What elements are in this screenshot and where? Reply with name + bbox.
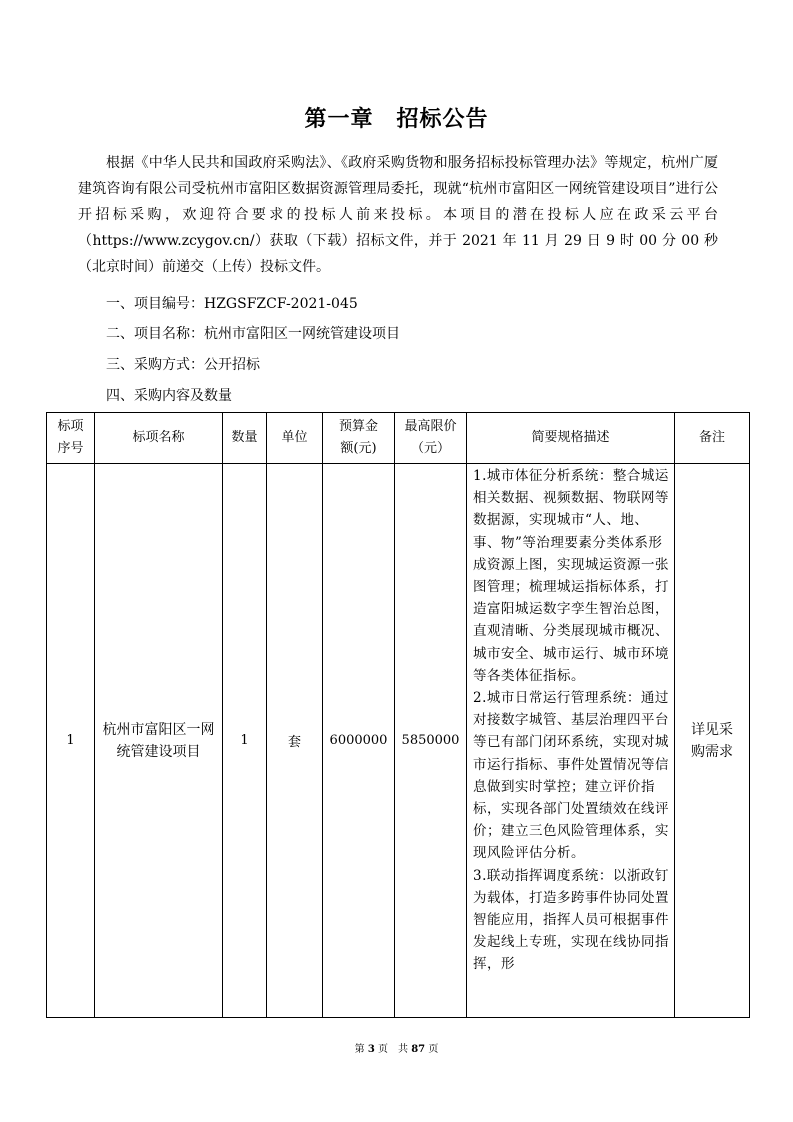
table-header-row — [47, 413, 750, 464]
footer-prefix: 第 — [354, 1044, 365, 1055]
header-lot-name: 标项名称 — [95, 413, 223, 464]
header-max-price: 最高限价（元） — [395, 413, 467, 464]
footer-middle: 页 共 — [378, 1044, 409, 1055]
footer-total-pages: 87 — [411, 1044, 426, 1055]
header-lot-no: 标项序号 — [47, 413, 95, 464]
header-unit: 单位 — [267, 413, 323, 464]
procurement-method: 三、采购方式：公开招标 — [106, 357, 260, 373]
procurement-table — [46, 412, 750, 1018]
cell-max-price: 5850000 — [395, 464, 467, 1018]
cell-lot-name: 杭州市富阳区一网统管建设项目 — [95, 464, 223, 1018]
cell-budget: 6000000 — [323, 464, 395, 1018]
spec-item-1: 1.城市体征分析系统：整合城运相关数据、视频数据、物联网等数据源，实现城市“人、地、事、物”等治理要素分类体系形成资源上图，实现城运资源一张图管理；梳理城运指标体系，打造富阳城运数字孪生智治总图，直观清晰、分类展现城市概况、城市安全、城市运行、城市环境等各类体征指标。 — [473, 468, 669, 684]
header-quantity: 数量 — [223, 413, 267, 464]
spec-item-3: 3.联动指挥调度系统：以浙政钉为载体，打造多跨事件协同处置智能应用，指挥人员可根据事件发起线上专班，实现在线协同指挥，形 — [473, 867, 669, 973]
spec-item-2: 2.城市日常运行管理系统：通过对接数字城管、基层治理四平台等已有部门闭环系统，实现对城市运行指标、事件处置情况等信息做到实时掌控；建立评价指标，实现各部门处置绩效在线评价；建立三色风险管理体系，实现风险评估分析。 — [473, 690, 669, 862]
cell-lot-no: 1 — [47, 464, 95, 1018]
cell-unit: 套 — [267, 464, 323, 1018]
header-budget: 预算金额(元) — [323, 413, 395, 464]
footer-page-number: 3 — [367, 1044, 375, 1055]
cell-quantity: 1 — [223, 464, 267, 1018]
intro-paragraph: 根据《中华人民共和国政府采购法》、《政府采购货物和服务招标投标管理办法》等规定，杭州广厦建筑咨询有限公司受杭州市富阳区数据资源管理局委托，现就“杭州市富阳区一网统管建设项目”进行公开招标采购，欢迎符合要求的投标人前来投标。本项目的潜在投标人应在政采云平台（https://www.zcygov.cn/）获取（下载）招标文件，并于 2021 年 11 月 29 日 9 时 00 分 00 秒（北京时间）前递交（上传）投标文件。 — [78, 155, 718, 275]
footer-suffix: 页 — [428, 1044, 439, 1055]
cell-spec — [467, 464, 675, 1018]
page-title: 第一章 招标公告 — [304, 107, 489, 132]
procurement-content-heading: 四、采购内容及数量 — [106, 388, 232, 404]
project-name: 二、项目名称：杭州市富阳区一网统管建设项目 — [106, 326, 400, 342]
page-footer — [0, 1040, 793, 1055]
project-number: 一、项目编号：HZGSFZCF-2021-045 — [106, 296, 358, 312]
header-spec: 简要规格描述 — [467, 413, 675, 464]
cell-remark: 详见采购需求 — [675, 464, 750, 1018]
header-remark: 备注 — [675, 413, 750, 464]
table-row — [47, 464, 750, 1018]
